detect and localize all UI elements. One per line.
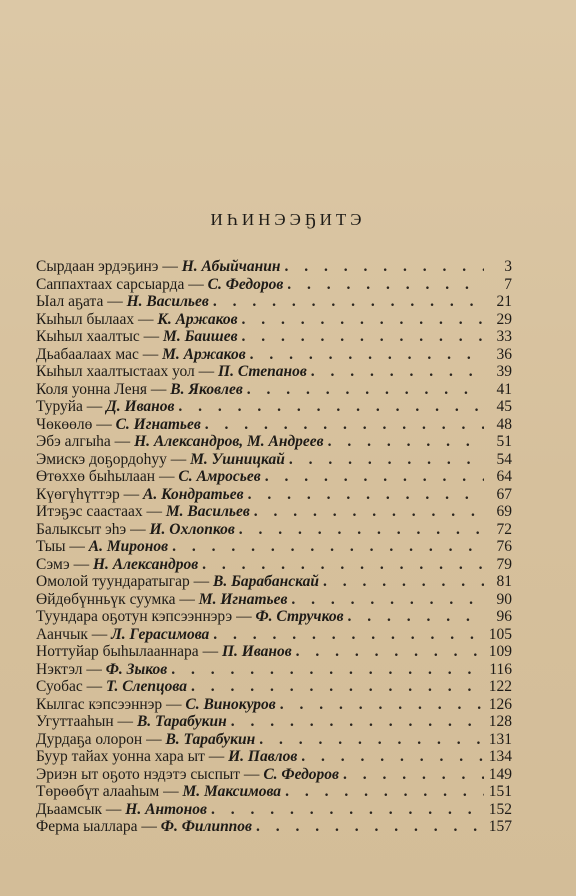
story-title: Суобас —	[36, 678, 103, 695]
story-author: С. Федоров	[263, 765, 339, 783]
dot-leader	[301, 748, 484, 766]
toc-entry-text	[36, 451, 285, 469]
toc-entry-text	[36, 468, 261, 486]
story-author: М. Баишев	[163, 328, 238, 345]
dot-leader	[323, 573, 484, 591]
toc-entry-text	[36, 748, 297, 766]
page-number: 126	[488, 695, 512, 713]
story-author: И. Павлов	[228, 748, 298, 765]
dot-leader	[284, 258, 484, 276]
toc-entry-text	[36, 801, 207, 819]
story-author: С. Игнатьев	[115, 415, 201, 433]
toc-entry	[36, 766, 512, 784]
dot-leader	[205, 416, 484, 434]
toc-entry	[36, 521, 512, 539]
story-author: М. Ушницкай	[190, 450, 285, 468]
story-title: Ферма ыаллара —	[36, 818, 157, 835]
toc-entry	[36, 538, 512, 556]
story-author: А. Миронов	[88, 538, 169, 555]
story-author: В. Тарабукин	[165, 730, 256, 748]
dot-leader	[213, 293, 484, 311]
story-author: М. Максимова	[182, 783, 282, 800]
dot-leader	[311, 363, 484, 381]
dot-leader	[289, 451, 484, 469]
page-number: 21	[496, 293, 512, 310]
dot-leader	[254, 503, 484, 521]
page-number: 51	[496, 433, 512, 450]
toc-entry	[36, 416, 512, 434]
story-author: Н. Антонов	[125, 800, 207, 818]
story-title: Сырдаан эрдэҕинэ —	[36, 258, 178, 275]
story-author: В. Барабанскай	[213, 573, 319, 590]
toc-entry-text	[36, 328, 238, 346]
story-author: Н. Александров	[92, 555, 199, 573]
page-number: 157	[488, 818, 512, 835]
story-author: С. Федоров	[207, 275, 284, 293]
toc-entry	[36, 276, 512, 294]
toc-entry-text	[36, 678, 187, 696]
page-number: 122	[488, 678, 512, 695]
dot-leader	[172, 538, 484, 556]
toc-entry	[36, 801, 512, 819]
toc-entry-text	[36, 433, 324, 451]
toc-entry-text	[36, 398, 174, 416]
toc-entry-text	[36, 556, 198, 574]
story-title: Ноттуйар быһылааннара —	[36, 643, 219, 660]
toc-entry	[36, 503, 512, 521]
page-number: 128	[488, 713, 512, 730]
dot-leader	[248, 486, 484, 504]
toc-entry-text	[36, 783, 281, 801]
dot-leader	[178, 398, 484, 416]
page-number: 79	[496, 555, 512, 573]
toc-entry-text	[36, 731, 255, 749]
dot-leader	[213, 626, 484, 644]
dot-leader	[171, 661, 484, 679]
toc-entry	[36, 556, 512, 574]
story-author: Н. Абыйчанин	[181, 258, 281, 275]
page-number: 72	[496, 520, 512, 538]
story-author: Ф. Стручков	[255, 608, 344, 625]
toc-entry	[36, 818, 512, 836]
story-title: Кылгас кэпсээннэр —	[36, 695, 182, 713]
toc-entry-text	[36, 626, 209, 644]
dot-leader	[242, 328, 485, 346]
dot-leader	[296, 643, 484, 661]
dot-leader	[256, 818, 484, 836]
toc-entry-text	[36, 766, 339, 784]
page-number: 76	[496, 538, 512, 555]
toc-entry	[36, 293, 512, 311]
toc-entry	[36, 661, 512, 679]
toc-entry-text	[36, 608, 344, 626]
toc-entry-text	[36, 573, 319, 591]
story-title: Эбэ алгыһа —	[36, 433, 131, 450]
toc-entry	[36, 468, 512, 486]
story-author: П. Степанов	[218, 363, 307, 380]
story-author: Н. Александров, М. Андреев	[134, 433, 324, 450]
story-author: К. Аржаков	[157, 310, 238, 328]
toc-entry	[36, 258, 512, 276]
story-title: Сэмэ —	[36, 555, 90, 573]
story-title: Эмискэ доҕордоһуу —	[36, 450, 187, 468]
story-title: Тыы —	[36, 538, 85, 555]
story-author: С. Амросьев	[178, 468, 261, 485]
toc-entry-text	[36, 503, 250, 521]
toc-entry	[36, 451, 512, 469]
story-title: Чөкөөлө —	[36, 415, 112, 433]
toc-entry-text	[36, 381, 243, 399]
toc-entry-text	[36, 713, 227, 731]
story-author: П. Иванов	[221, 643, 292, 660]
page-number: 151	[488, 783, 512, 800]
page-number: 33	[496, 328, 512, 345]
story-title: Төрөөбүт алааһым —	[36, 783, 179, 800]
dot-leader	[247, 381, 484, 399]
dot-leader	[265, 468, 484, 486]
toc-entry-text	[36, 591, 287, 609]
story-author: Т. Слепцова	[105, 678, 187, 695]
dot-leader	[280, 696, 484, 714]
dot-leader	[191, 678, 484, 696]
dot-leader	[239, 521, 484, 539]
dot-leader	[250, 346, 484, 364]
toc-entry-text	[36, 416, 201, 434]
toc-entry-text	[36, 486, 244, 504]
story-author: В. Яковлев	[170, 380, 243, 398]
page-number: 152	[488, 800, 512, 818]
toc-entry-text	[36, 346, 246, 364]
page-number: 69	[496, 503, 512, 520]
page-number: 3	[504, 258, 512, 275]
story-title: Дьаамсык —	[36, 800, 122, 818]
toc-entry-text	[36, 643, 292, 661]
story-author: В. Тарабукин	[136, 713, 227, 730]
page-number: 131	[488, 730, 512, 748]
toc-entry-text	[36, 521, 235, 539]
dot-leader	[343, 766, 484, 784]
story-author: Н. Васильев	[126, 293, 209, 310]
toc-entry-text	[36, 293, 209, 311]
page-number: 64	[496, 468, 512, 485]
story-title: Коля уонна Леня —	[36, 380, 167, 398]
story-author: М. Игнатьев	[198, 590, 288, 608]
toc-entry-text	[36, 363, 307, 381]
story-author: Ф. Филиппов	[160, 818, 252, 835]
page-number: 54	[496, 450, 512, 468]
toc-entry	[36, 696, 512, 714]
story-title: Туруйа —	[36, 398, 103, 415]
story-author: М. Аржаков	[162, 345, 246, 363]
story-title: Омолой туундаратыгар —	[36, 573, 210, 590]
toc-entry	[36, 381, 512, 399]
page-number: 149	[488, 765, 512, 783]
page-number: 96	[496, 608, 512, 625]
story-title: Итэҕэс саастаах —	[36, 503, 162, 520]
story-author: И. Охлопков	[149, 520, 235, 538]
page-number: 39	[496, 363, 512, 380]
toc-entry-text	[36, 538, 168, 556]
story-title: Туундара оҕотун кэпсээннэрэ —	[36, 608, 252, 625]
toc-entry	[36, 346, 512, 364]
story-title: Буур тайах уонна хара ыт —	[36, 748, 225, 765]
toc-entry-text	[36, 276, 283, 294]
story-title: Өтөххө быһылаан —	[36, 468, 175, 485]
story-author: Ф. Зыков	[105, 660, 168, 678]
table-of-contents	[36, 258, 512, 836]
dot-leader	[291, 591, 484, 609]
toc-entry	[36, 363, 512, 381]
dot-leader	[231, 713, 484, 731]
page-number: 29	[496, 310, 512, 328]
toc-entry	[36, 591, 512, 609]
story-title: Өйдөбүнньүк суумка —	[36, 590, 195, 608]
toc-entry	[36, 678, 512, 696]
page-title: ИҺИНЭЭҔИТЭ	[210, 210, 366, 229]
story-author: А. Кондратьев	[143, 485, 244, 503]
page-number: 134	[488, 748, 512, 765]
toc-entry	[36, 486, 512, 504]
toc-entry	[36, 731, 512, 749]
story-title: Эриэн ыт оҕото нэдэтэ сыспыт —	[36, 765, 260, 783]
page-number: 116	[489, 660, 512, 678]
toc-entry-text	[36, 818, 252, 836]
toc-entry	[36, 311, 512, 329]
story-title: Дьабаалаах мас —	[36, 345, 159, 363]
story-author: М. Васильев	[165, 503, 250, 520]
story-title: Кыһыл хаалтыстаах уол —	[36, 363, 215, 380]
dot-leader	[242, 311, 484, 329]
dot-leader	[348, 608, 484, 626]
dot-leader	[211, 801, 484, 819]
toc-entry	[36, 643, 512, 661]
page-number: 7	[504, 275, 512, 293]
page-number: 105	[488, 625, 512, 643]
story-title: Кыһыл хаалтыс —	[36, 328, 160, 345]
toc-entry	[36, 328, 512, 346]
dot-leader	[285, 783, 484, 801]
page-number: 90	[496, 590, 512, 608]
story-title: Нэктэл —	[36, 660, 102, 678]
story-title: Күөгүһүттэр —	[36, 485, 140, 503]
toc-entry	[36, 608, 512, 626]
story-author: С. Винокуров	[185, 695, 276, 713]
page-number: 41	[496, 380, 512, 398]
toc-entry-text	[36, 258, 280, 276]
story-author: Л. Герасимова	[111, 625, 210, 643]
story-title: Балыксыт эһэ —	[36, 520, 146, 538]
dot-leader	[328, 433, 484, 451]
toc-entry	[36, 783, 512, 801]
toc-entry	[36, 573, 512, 591]
story-author: Д. Иванов	[106, 398, 175, 415]
dot-leader	[287, 276, 484, 294]
toc-entry	[36, 626, 512, 644]
story-title: Дурдаҕа олорон —	[36, 730, 162, 748]
story-title: Аанчык —	[36, 625, 108, 643]
toc-entry	[36, 713, 512, 731]
story-title: Кыһыл былаах —	[36, 310, 154, 328]
dot-leader	[259, 731, 484, 749]
page-number: 67	[496, 485, 512, 503]
toc-entry-text	[36, 696, 276, 714]
toc-entry-text	[36, 661, 167, 679]
page-number: 81	[496, 573, 512, 590]
toc-entry	[36, 398, 512, 416]
toc-entry	[36, 748, 512, 766]
page-number: 36	[496, 345, 512, 363]
story-title: Саппахтаах сарсыарда —	[36, 275, 204, 293]
toc-entry	[36, 433, 512, 451]
page-number: 45	[496, 398, 512, 415]
dot-leader	[202, 556, 484, 574]
toc-entry-text	[36, 311, 238, 329]
page-number: 109	[488, 643, 512, 660]
story-title: Угуттааһын —	[36, 713, 134, 730]
page-number: 48	[496, 415, 512, 433]
story-title: Ыал аҕата —	[36, 293, 123, 310]
